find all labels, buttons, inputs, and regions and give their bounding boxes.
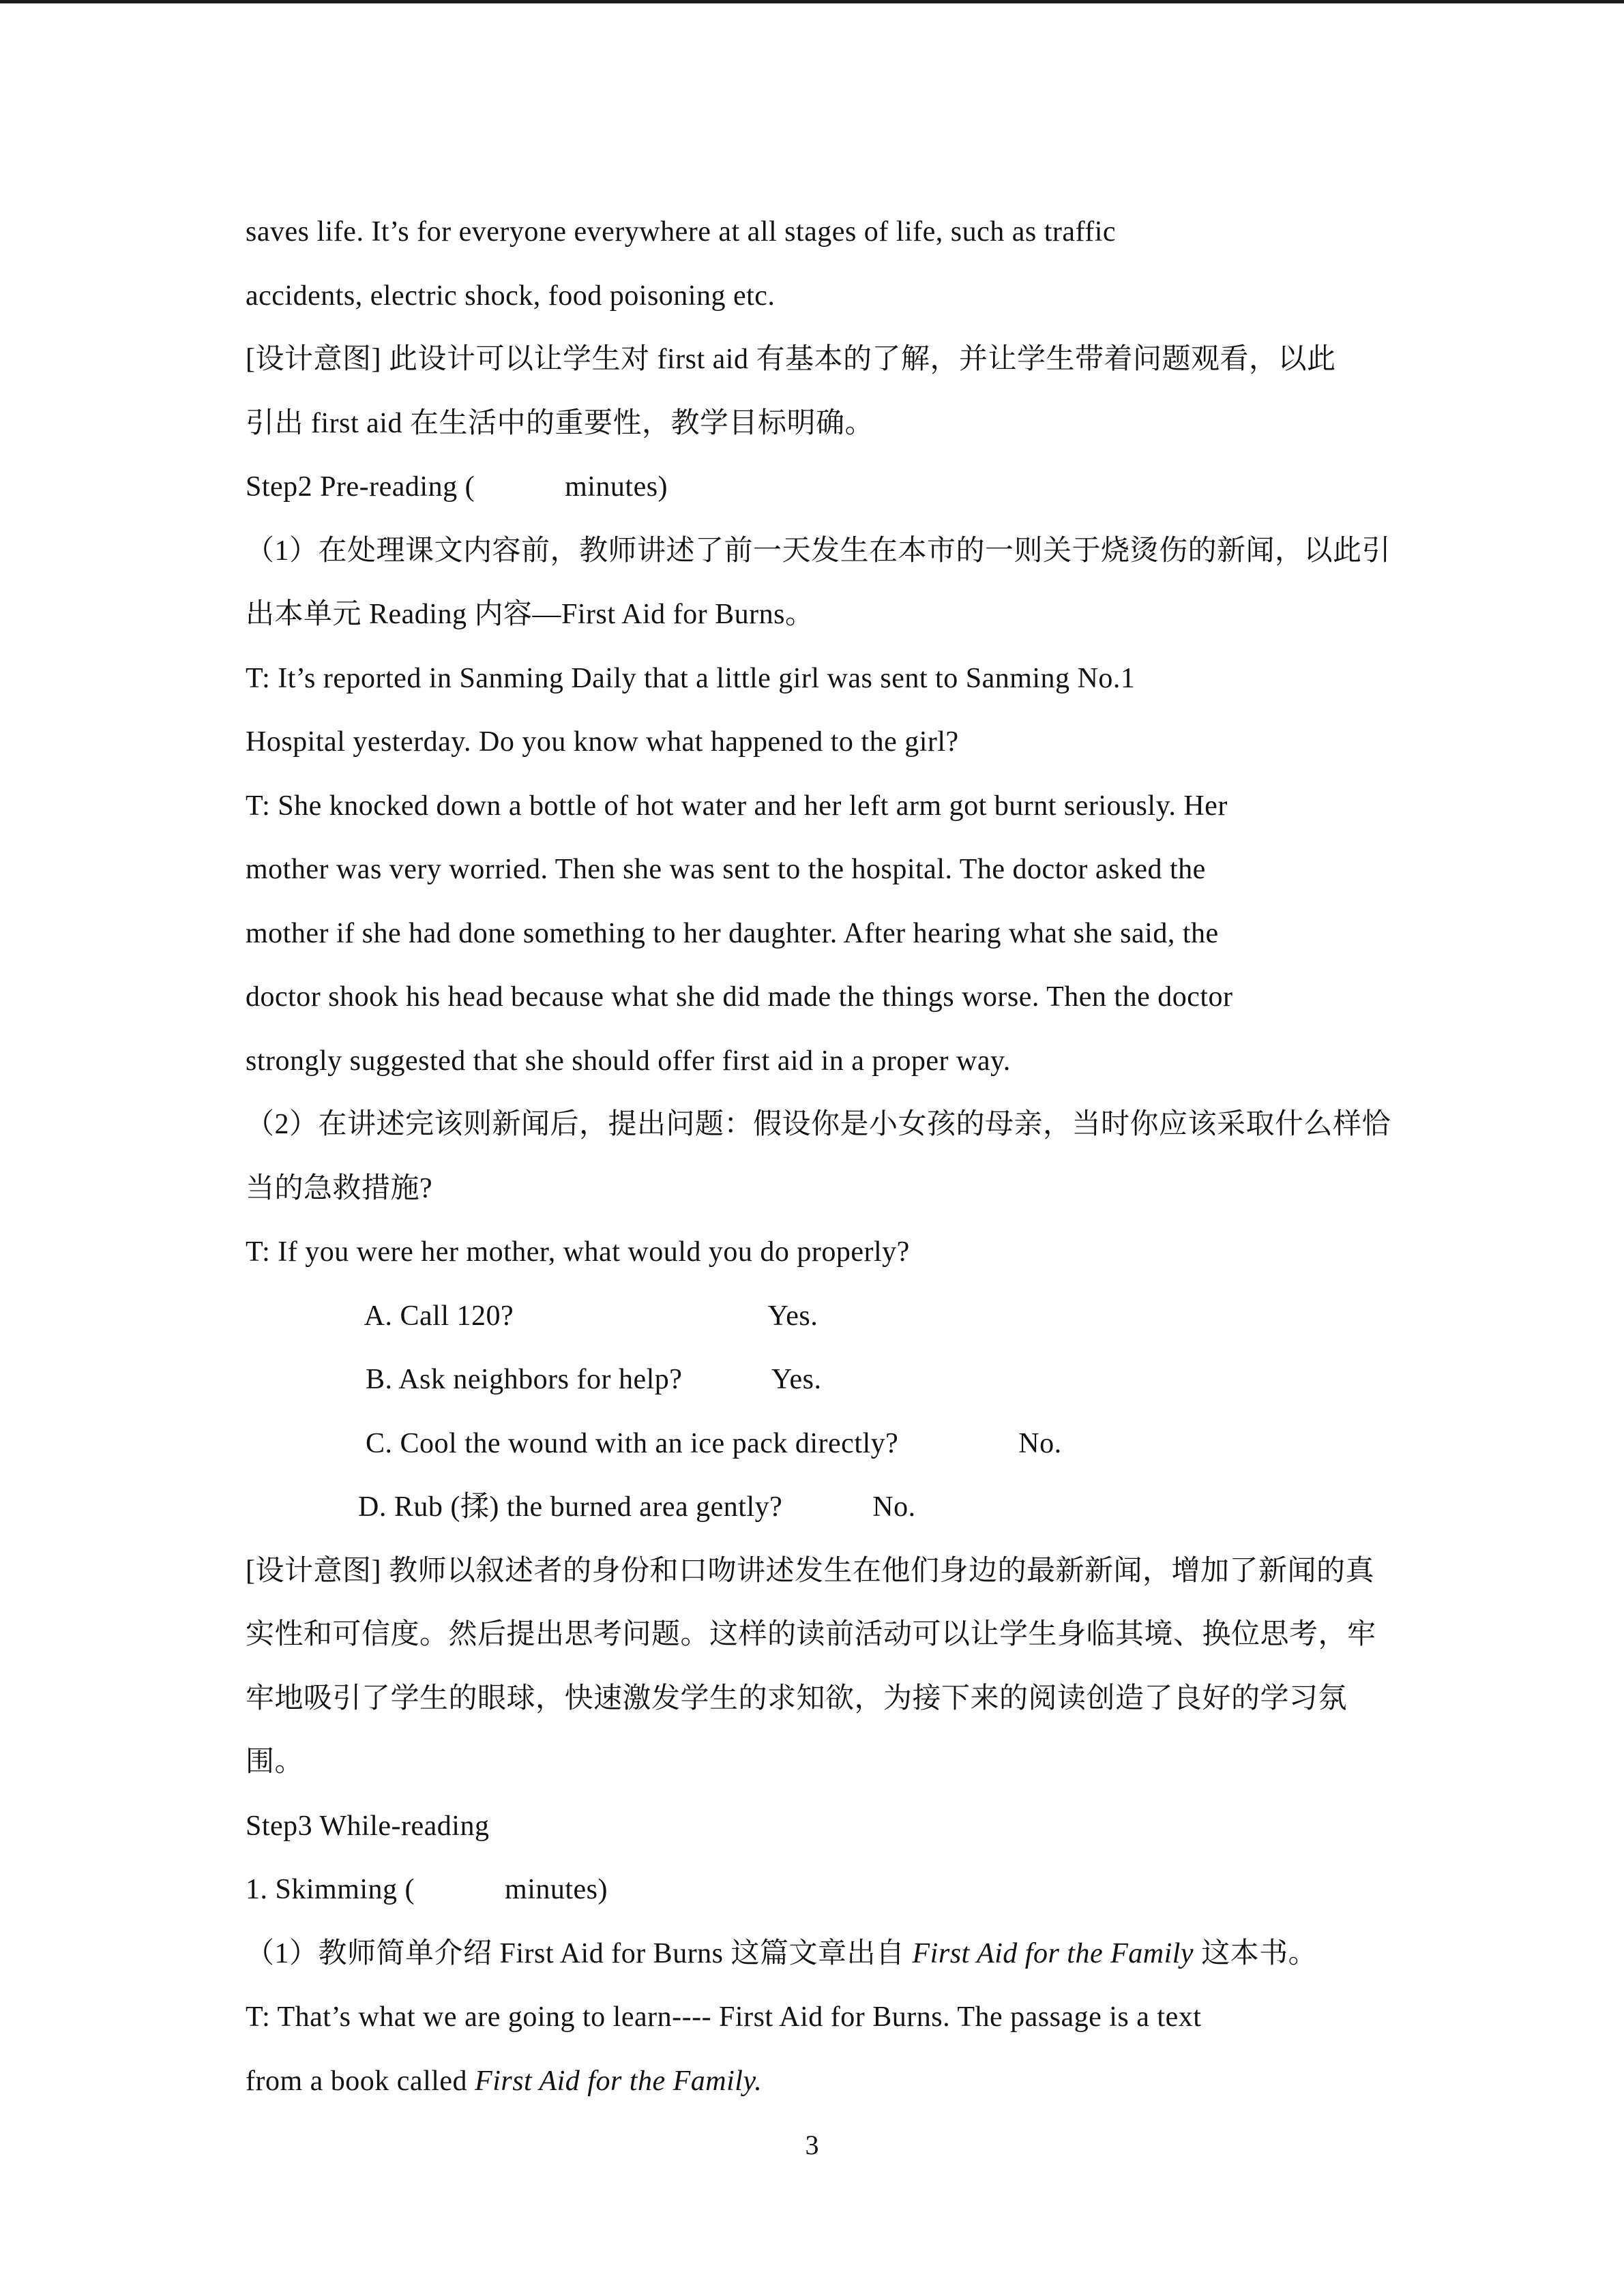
text-segment: 当的急救措施? xyxy=(246,1172,433,1204)
text-segment: accidents, electric shock, food poisoning etc. xyxy=(246,280,776,312)
text-line xyxy=(246,2050,1378,2114)
text-line xyxy=(246,711,1378,775)
text-line xyxy=(246,838,1378,902)
text-segment: T: It’s reported in Sanming Daily that a little girl was sent to Sanming No.1 xyxy=(246,662,1136,694)
text-segment: saves life. It’s for everyone everywhere at all stages of life, such as traffic xyxy=(246,216,1117,248)
text-line xyxy=(246,1157,1378,1221)
text-segment: strongly suggested that she should offer first aid in a proper way. xyxy=(246,1045,1011,1077)
text-segment: Step3 While-reading xyxy=(246,1810,490,1842)
text-line xyxy=(246,902,1378,966)
text-line xyxy=(246,1922,1378,1986)
text-segment: [设计意图] 教师以叙述者的身份和口吻讲述发生在他们身边的最新新闻，增加了新闻的真 xyxy=(246,1555,1374,1587)
text-line xyxy=(246,200,1378,265)
text-segment: C. Cool the wound with an ice pack directly? No. xyxy=(246,1427,1062,1459)
text-line xyxy=(246,1858,1378,1922)
text-line xyxy=(246,583,1378,647)
text-line xyxy=(246,1731,1378,1795)
text-line xyxy=(246,966,1378,1030)
book-title-italic: First Aid for the Family. xyxy=(475,2065,763,2097)
text-line xyxy=(246,1795,1378,1859)
text-line xyxy=(246,1986,1378,2050)
page-number: 3 xyxy=(805,2130,819,2160)
text-line xyxy=(246,1093,1391,1157)
text-line xyxy=(246,265,1378,329)
text-line xyxy=(246,1412,1378,1476)
text-line xyxy=(246,1476,1378,1540)
text-segment: D. Rub (揉) the burned area gently? No. xyxy=(246,1491,916,1523)
text-segment: doctor shook his head because what she did made the things worse. Then the doctor xyxy=(246,981,1233,1013)
text-line xyxy=(246,328,1378,392)
text-segment: （2）在讲述完该则新闻后，提出问题：假设你是小女孩的母亲，当时你应该采取什么样恰 xyxy=(246,1109,1391,1140)
text-line xyxy=(246,392,1378,456)
text-segment: 1. Skimming ( minutes) xyxy=(246,1874,608,1905)
text-segment: 围。 xyxy=(246,1746,304,1778)
document-lines xyxy=(246,200,1391,2113)
text-segment: Step2 Pre-reading ( minutes) xyxy=(246,471,668,503)
text-line xyxy=(246,1348,1378,1412)
text-segment: 引出 first aid 在生活中的重要性，教学目标明确。 xyxy=(246,407,874,439)
text-line xyxy=(246,1603,1378,1667)
text-line xyxy=(246,1030,1378,1094)
text-line xyxy=(246,1221,1378,1285)
text-segment: Hospital yesterday. Do you know what happened to the girl? xyxy=(246,726,959,758)
text-segment: mother if she had done something to her daughter. After hearing what she said, the xyxy=(246,917,1219,949)
text-segment: [设计意图] 此设计可以让学生对 first aid 有基本的了解，并让学生带着问题观看，以此 xyxy=(246,344,1336,375)
text-segment: A. Call 120? Yes. xyxy=(246,1300,818,1332)
text-segment: 出本单元 Reading 内容—First Aid for Burns。 xyxy=(246,599,814,630)
text-segment: 牢地吸引了学生的眼球，快速激发学生的求知欲，为接下来的阅读创造了良好的学习氛 xyxy=(246,1682,1348,1714)
text-line xyxy=(246,1540,1378,1604)
text-line xyxy=(246,1667,1378,1731)
text-line xyxy=(246,456,1378,520)
text-segment: （1）在处理课文内容前，教师讲述了前一天发生在本市的一则关于烧烫伤的新闻，以此引 xyxy=(246,535,1391,567)
text-line xyxy=(246,647,1378,711)
text-segment: T: If you were her mother, what would you do properly? xyxy=(246,1236,910,1268)
text-line xyxy=(246,1285,1378,1349)
text-line xyxy=(246,775,1378,839)
text-segment: mother was very worried. Then she was sent to the hospital. The doctor asked the xyxy=(246,854,1206,885)
text-segment: 这本书。 xyxy=(1194,1937,1318,1969)
book-title-italic: First Aid for the Family xyxy=(912,1937,1194,1969)
text-segment: 实性和可信度。然后提出思考问题。这样的读前活动可以让学生身临其境、换位思考，牢 xyxy=(246,1619,1376,1650)
text-segment: T: That’s what we are going to learn---- First Aid for Burns. The passage is a text xyxy=(246,2001,1202,2033)
text-segment: （1）教师简单介绍 First Aid for Burns 这篇文章出自 xyxy=(246,1937,913,1969)
text-segment: from a book called xyxy=(246,2065,475,2097)
text-segment: B. Ask neighbors for help? Yes. xyxy=(246,1364,822,1395)
text-segment: T: She knocked down a bottle of hot water and her left arm got burnt seriously. Her xyxy=(246,790,1228,822)
text-line xyxy=(246,520,1391,584)
